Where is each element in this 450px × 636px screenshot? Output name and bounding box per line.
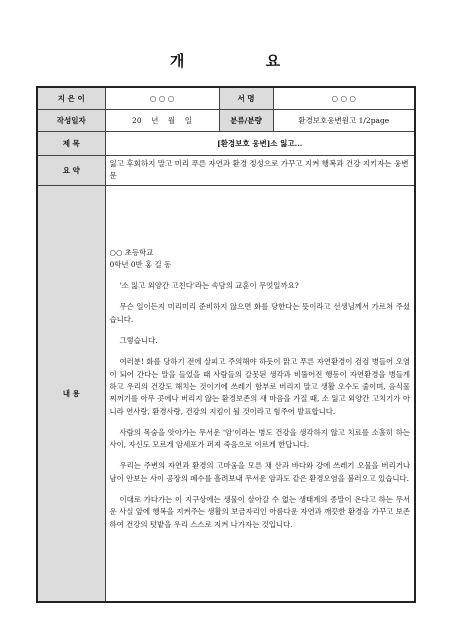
content-paragraph: 그렇습니다. <box>119 336 158 346</box>
content-body <box>105 185 415 602</box>
summary-label: 요 약 <box>37 155 105 185</box>
content-paragraph: 여러분! 화를 당하기 전에 살피고 주의해야 하듯이 맑고 푸른 자연환경이 검검 병들어 오염이 되어 간다는 말을 들었을 때 사람들의 갈못된 생각과 비뚤어진 행동이 자연환경을 병들게 하고 우리의 건강도 해치는 것이기에 쓰레기 함부로 버리지 말고 생활 오수도 줄이며, 음식물 찌꺼기를 아무 곳에나 버리지 않는 환경보존의 새 마음을 가질 때, 소 잃고 외양간 고치기가 아니라 연사랑, 환경사랑, 건강의 지킴이 될 것이라고 힘주어 발표합니다. <box>109 357 410 416</box>
category-label: 분류/분량 <box>219 109 273 131</box>
content-paragraph: 이대로 가다가는 이 지구상에는 생물이 살아갈 수 없는 생태계의 종말이 온다고 하는 무서운 사실 앞에 행복을 지켜주는 생활의 보금자리인 아름다운 자연과 깨끗한 환경을 가꾸고 보존하여 건강의 텃밭을 우리 스스로 지켜 나가자는 것입니다. <box>109 495 410 529</box>
overview-form <box>36 86 416 603</box>
name-label: 서 명 <box>219 87 273 109</box>
content-paragraph: 사람의 목숨을 앗아가는 무서운 '암'이라는 병도 건강을 생각하지 않고 치료를 소홀히 하는 사이, 자신도 모르게 암세포가 퍼져 죽음으로 이르게 한답니다. <box>109 427 410 450</box>
subject-value: [환경보호 웅변]소 잃고... <box>105 131 415 155</box>
content-label: 내 용 <box>37 185 105 602</box>
date-value: 20 년 월 일 <box>105 109 219 131</box>
subject-label: 제 목 <box>37 131 105 155</box>
content-student: 0학년 0반 홍 길 동 <box>109 259 172 269</box>
name-value: ○ ○ ○ <box>273 87 415 109</box>
summary-value: 잃고 후회하지 말고 미리 푸른 자연과 환경 정성으로 가꾸고 지켜 행복과 건강 지키자는 웅변문 <box>105 155 415 185</box>
page-title: 개 요 <box>169 52 319 70</box>
content-paragraph: '소 잃고 외양간 고친다'라는 속담의 교훈이 무엇일까요? <box>119 281 299 291</box>
author-value: ○ ○ ○ <box>105 87 219 109</box>
author-label: 지 은 이 <box>37 87 105 109</box>
category-value: 환경보호웅변원고 1/2page <box>273 109 415 131</box>
content-paragraph: 무슨 일이든지 미리미리 준비하지 않으면 화를 당한다는 뜻이라고 선생님께서 가르쳐 주셨습니다. <box>109 302 410 324</box>
content-school: ○○ 초등학교 <box>109 247 154 257</box>
content-paragraph: 우리는 주변의 자연과 환경의 고마움을 모른 채 산과 바다와 강에 쓰레기 오물을 버리거나 남이 안보는 사이 공장의 폐수를 흘려보내 무서운 암과도 같은 환경오염을 불러오고 있습니다. <box>109 461 410 483</box>
date-label: 작성일자 <box>37 109 105 131</box>
